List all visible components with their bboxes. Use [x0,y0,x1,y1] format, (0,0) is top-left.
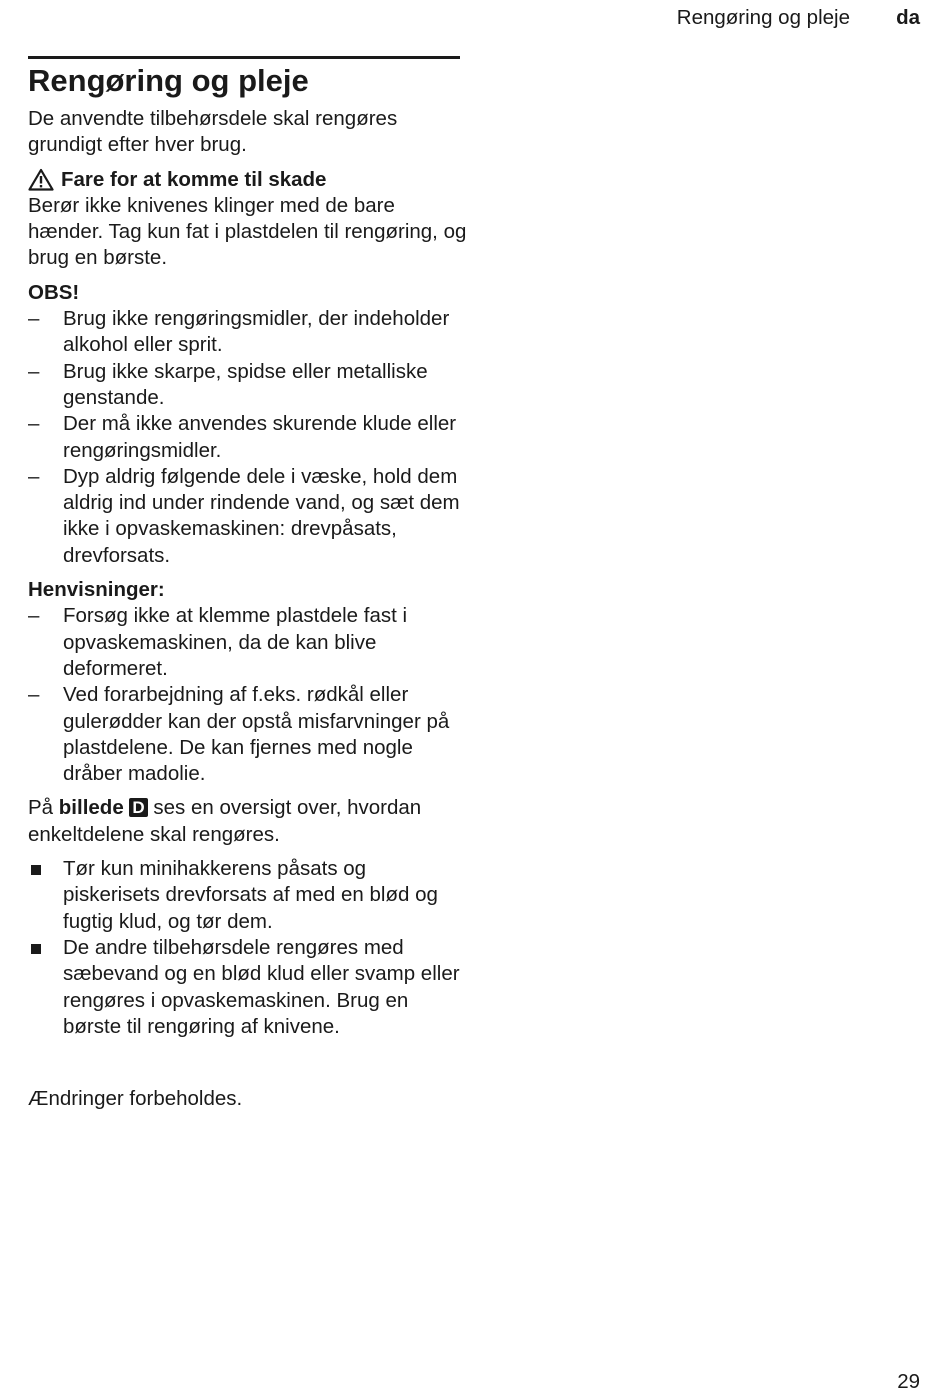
dash-marker: – [28,683,40,707]
warning-heading [28,167,468,193]
square-bullet-icon [31,944,41,954]
dash-marker: – [28,307,40,331]
list-item: – Ved forarbejdning af f.eks. rødkål eller gulerødder kan der opstå misfarvninger på plastdelene. De kan fjernes med nogle dråber madolie. [28,683,450,786]
intro-text: De anvendte tilbehørsdele skal rengøres grundigt efter hver brug. [28,107,398,157]
square-bullet-icon [31,865,41,875]
footer-note: Ændringer forbeholdes. [28,1087,243,1110]
warning-title: Fare for at komme til skade [61,167,327,191]
title-rule [28,56,460,59]
dash-marker: – [28,359,40,383]
list-item: De andre tilbehørsdele rengøres med sæbevand og en blød klud eller svamp eller rengøres i opvaskemaskinen. Brug en børste til rengøring af knivene. [28,935,468,1040]
page-title: Rengøring og pleje [28,63,309,98]
content-column [28,62,468,1040]
list-item: Tør kun minihakkerens påsats og piskerisets drevforsats af med en blød og fugtig klud, og tør dem. [28,856,468,935]
figure-badge: D [129,798,147,817]
obs-heading: OBS! [28,280,80,304]
list-item: – Forsøg ikke at klemme plastdele fast i opvaskemaskinen, da de kan blive deformeret. [28,604,408,680]
obs-list [28,306,468,569]
warning-text: Berør ikke knivenes klinger med de bare hænder. Tag kun fat i plastdelen til rengøring, og brug en børste. [28,193,467,270]
list-item: – Brug ikke skarpe, spidse eller metalliske genstande. [28,359,428,409]
list-item: – Der må ikke anvendes skurende klude eller rengøringsmidler. [28,412,457,462]
notes-list [28,603,468,787]
steps-list [28,856,468,1040]
running-header-section: Rengøring og pleje [676,6,850,29]
dash-marker: – [28,412,40,436]
running-header-language: da [896,6,920,29]
page-number: 29 [897,1370,920,1393]
list-item: – Dyp aldrig følgende dele i væske, hold dem aldrig ind under rindende vand, og sæt dem ikke i opvaskemaskinen: drevpåsats, drevforsats. [28,464,460,567]
list-item: – Brug ikke rengøringsmidler, der indeholder alkohol eller sprit. [28,307,450,357]
dash-marker: – [28,464,40,488]
warning-triangle-icon [28,168,54,191]
overview-text: På billede D ses en oversigt over, hvordan enkeltdelene skal rengøres. [28,796,422,846]
notes-heading: Henvisninger: [28,578,165,602]
dash-marker: – [28,604,40,628]
